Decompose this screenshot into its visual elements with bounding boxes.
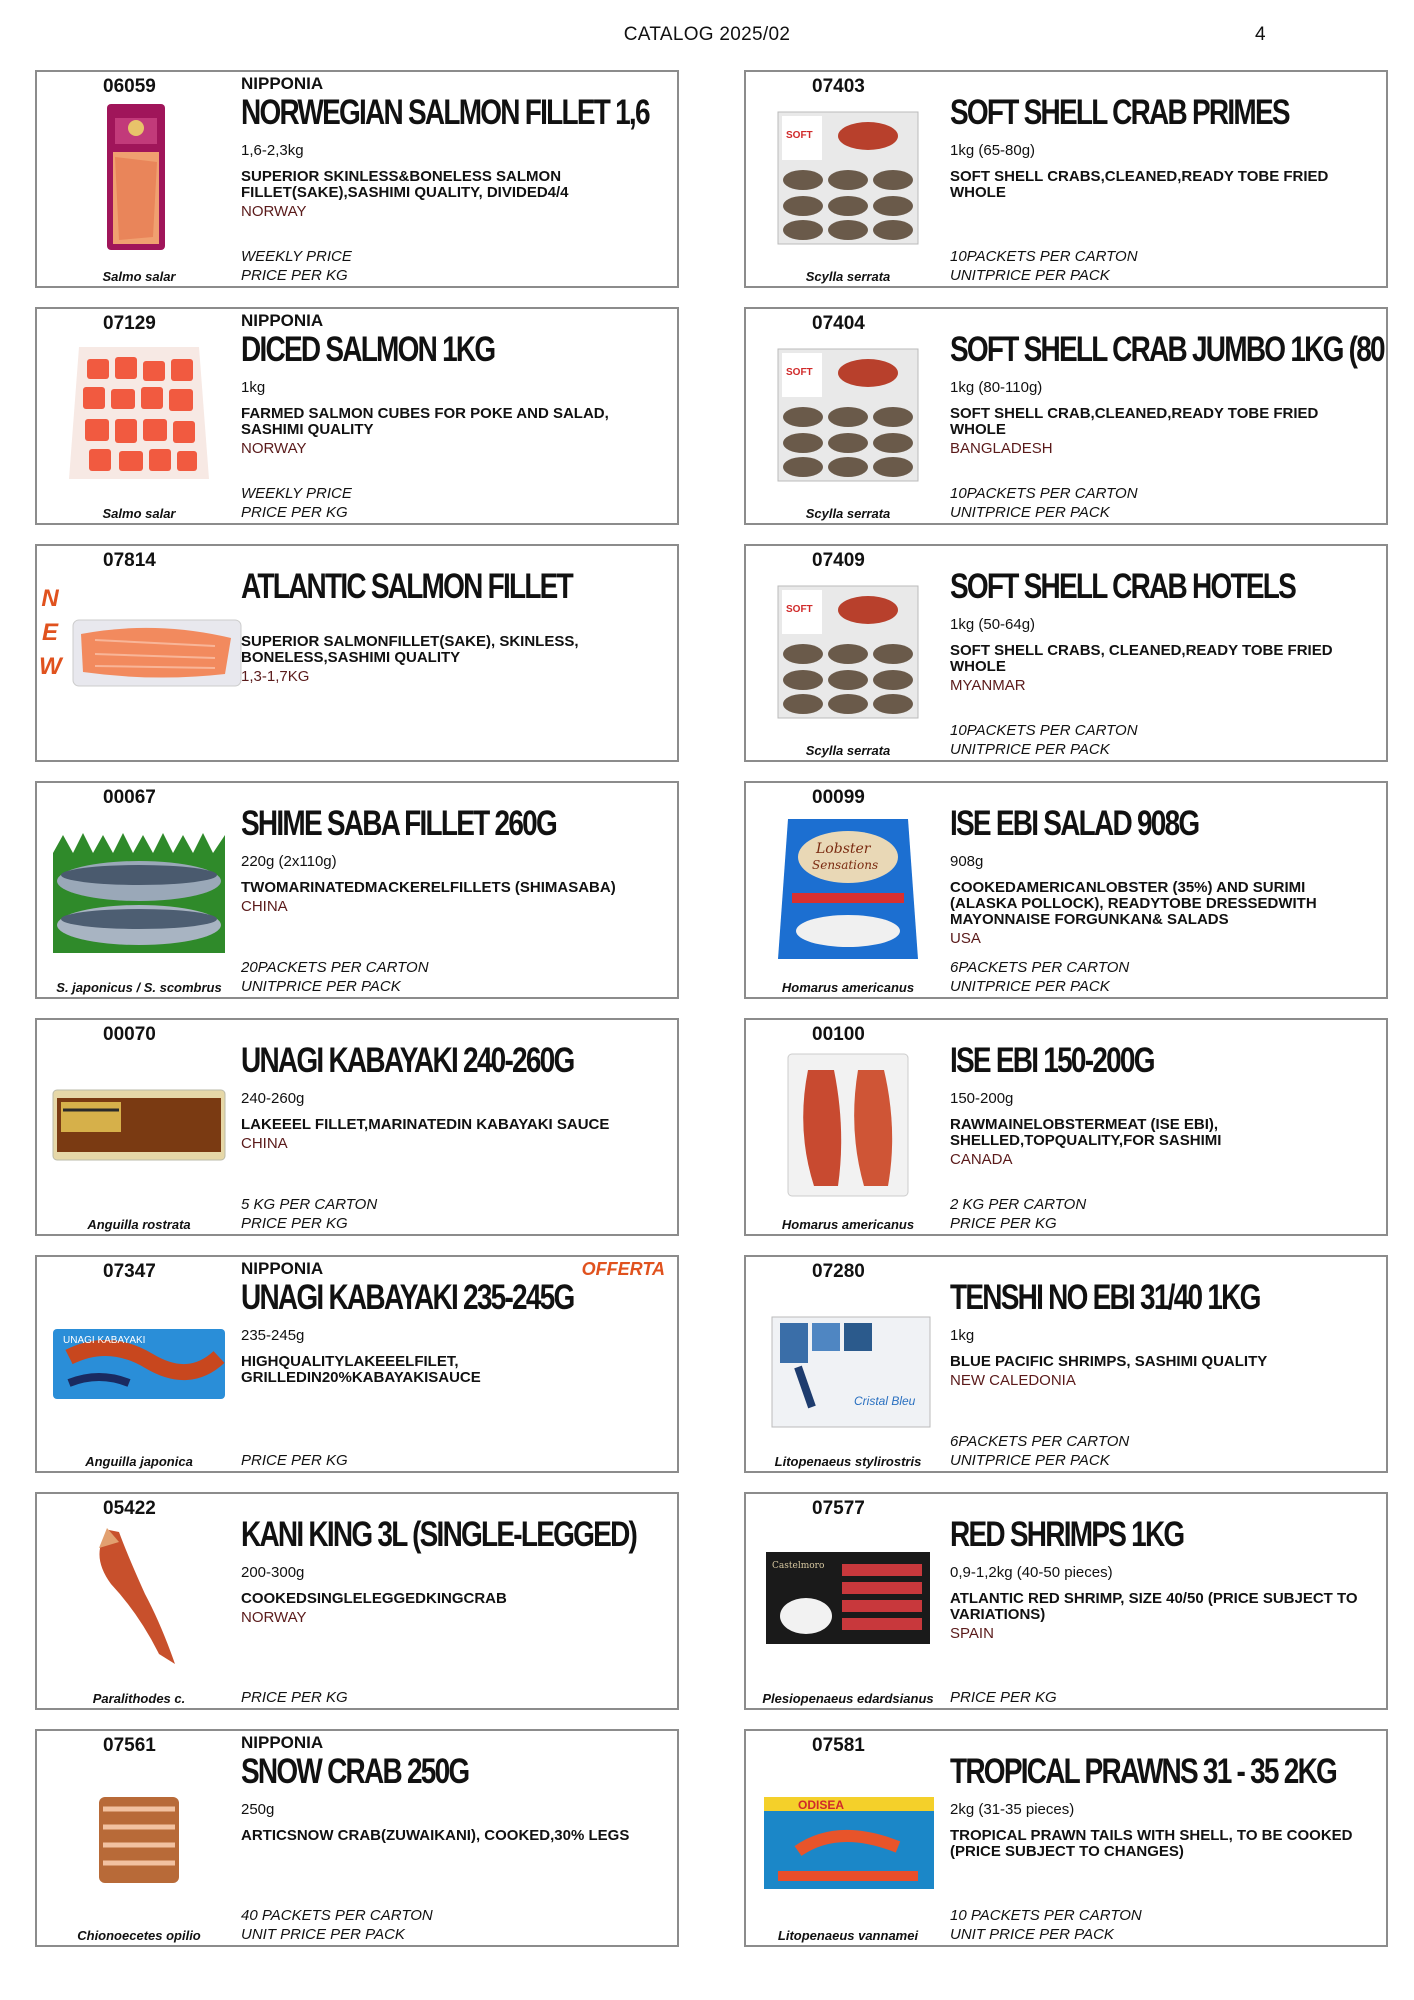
packing-info: WEEKLY PRICE (241, 248, 352, 265)
product-code: 00067 (103, 787, 156, 808)
brand-label: NIPPONIA (241, 1733, 324, 1752)
product-size: 220g (2x110g) (241, 853, 337, 870)
crab-box-icon (758, 576, 938, 726)
product-card[interactable] (35, 307, 679, 525)
product-code: 07404 (812, 313, 865, 334)
svg-text:ODISEA: ODISEA (798, 1798, 845, 1812)
product-origin: SPAIN (950, 1625, 994, 1642)
price-unit: PRICE PER KG (241, 1689, 348, 1706)
svg-text:SOFT: SOFT (786, 367, 813, 378)
svg-text:SOFT: SOFT (786, 604, 813, 615)
price-unit: UNITPRICE PER PACK (950, 504, 1110, 521)
svg-text:Sensations: Sensations (812, 858, 879, 872)
species-name: Anguilla japonica (85, 1454, 193, 1469)
species-name: Plesiopenaeus edardsianus (762, 1691, 934, 1706)
product-code: 07581 (812, 1735, 865, 1756)
price-unit: PRICE PER KG (241, 267, 348, 284)
product-code: 07814 (103, 550, 156, 571)
product-description: ARTICSNOW CRAB(ZUWAIKANI), COOKED,30% LEGS (241, 1827, 630, 1844)
product-description: BLUE PACIFIC SHRIMPS, SASHIMI QUALITY (950, 1353, 1268, 1370)
packing-info: 2 KG PER CARTON (950, 1196, 1087, 1213)
product-description: FARMED SALMON CUBES FOR POKE AND SALAD, SASHIMI QUALITY (241, 405, 609, 438)
crab-box-icon (758, 102, 938, 252)
product-origin: CANADA (950, 1151, 1013, 1168)
product-card[interactable] (35, 1729, 679, 1947)
price-unit: UNITPRICE PER PACK (950, 978, 1110, 995)
crab-box-icon (758, 339, 938, 489)
product-card[interactable] (744, 1255, 1388, 1473)
packing-info: 5 KG PER CARTON (241, 1196, 378, 1213)
product-description: COOKEDSINGLELEGGEDKINGCRAB (241, 1590, 507, 1607)
new-badge: N E W (39, 585, 62, 680)
product-description: TWOMARINATEDMACKERELFILLETS (SHIMASABA) (241, 879, 616, 896)
svg-text:Lobster: Lobster (816, 841, 871, 857)
product-name: SOFT SHELL CRAB PRIMES (950, 93, 1289, 132)
product-code: 00070 (103, 1024, 156, 1045)
product-description: TROPICAL PRAWN TAILS WITH SHELL, TO BE COOKED (PRICE SUBJECT TO CHANGES) (950, 1827, 1353, 1860)
lobster-tails-icon (758, 1050, 938, 1200)
product-size: 908g (950, 853, 984, 870)
packing-info: 10PACKETS PER CARTON (950, 722, 1138, 739)
product-description: SUPERIOR SALMONFILLET(SAKE), SKINLESS, BONELESS,SASHIMI QUALITY (241, 633, 579, 666)
product-origin: NORWAY (241, 440, 307, 457)
red-shrimp-box-icon (758, 1524, 938, 1674)
product-description: ATLANTIC RED SHRIMP, SIZE 40/50 (PRICE SUBJECT TO VARIATIONS) (950, 1590, 1358, 1623)
offer-badge: OFFERTA (581, 1259, 665, 1279)
packing-info: 6PACKETS PER CARTON (950, 1433, 1130, 1450)
product-card[interactable] (35, 781, 679, 999)
price-unit: PRICE PER KG (241, 504, 348, 521)
brand-label: NIPPONIA (241, 74, 324, 93)
species-name: Homarus americanus (781, 1217, 915, 1232)
species-name: Scylla serrata (805, 506, 891, 521)
price-unit: PRICE PER KG (241, 1452, 348, 1469)
product-card[interactable] (35, 544, 679, 762)
product-size: 1kg (50-64g) (950, 616, 1036, 633)
species-name: Paralithodes c. (92, 1691, 186, 1706)
product-origin: NORWAY (241, 1609, 307, 1626)
product-card[interactable] (744, 544, 1388, 762)
product-description: SOFT SHELL CRABS,CLEANED,READY TOBE FRIED WHOLE (950, 168, 1329, 201)
product-card[interactable] (744, 1729, 1388, 1947)
product-origin: USA (950, 930, 981, 947)
price-unit: PRICE PER KG (950, 1215, 1057, 1232)
product-description: SOFT SHELL CRABS, CLEANED,READY TOBE FRIED WHOLE (950, 642, 1333, 675)
product-size: 1kg (80-110g) (950, 379, 1043, 396)
product-code: 07280 (812, 1261, 865, 1282)
product-size: 240-260g (241, 1090, 305, 1107)
product-description: SOFT SHELL CRAB,CLEANED,READY TOBE FRIED WHOLE (950, 405, 1319, 438)
species-name: Homarus americanus (781, 980, 915, 995)
species-name: Chionoecetes opilio (77, 1928, 201, 1943)
product-origin: CHINA (241, 1135, 288, 1152)
price-unit: PRICE PER KG (950, 1689, 1057, 1706)
product-origin: NEW CALEDONIA (950, 1372, 1076, 1389)
product-name: SNOW CRAB 250G (241, 1752, 469, 1791)
product-code: 07577 (812, 1498, 865, 1519)
product-size: 2kg (31-35 pieces) (950, 1801, 1075, 1818)
product-name: SOFT SHELL CRAB JUMBO 1KG (80 (950, 330, 1384, 369)
product-name: ISE EBI SALAD 908G (950, 804, 1199, 843)
svg-text:Castelmoro: Castelmoro (772, 1561, 825, 1571)
product-size: 1,6-2,3kg (241, 142, 304, 159)
product-origin: 1,3-1,7KG (241, 668, 310, 685)
product-card[interactable] (744, 307, 1388, 525)
product-description: SUPERIOR SKINLESS&BONELESS SALMON FILLET(SAKE),SASHIMI QUALITY, DIVIDED4/4 (241, 168, 569, 201)
product-code: 07409 (812, 550, 865, 571)
price-unit: UNIT PRICE PER PACK (950, 1926, 1114, 1943)
product-size: 150-200g (950, 1090, 1014, 1107)
product-code: 00099 (812, 787, 865, 808)
price-unit: UNITPRICE PER PACK (950, 1452, 1110, 1469)
packing-info: 20PACKETS PER CARTON (241, 959, 429, 976)
product-card[interactable] (744, 1018, 1388, 1236)
species-name: Litopenaeus vannamei (777, 1928, 919, 1943)
product-name: UNAGI KABAYAKI 240-260G (241, 1041, 574, 1080)
product-card[interactable] (35, 1018, 679, 1236)
product-description: COOKEDAMERICANLOBSTER (35%) AND SURIMI (ALASKA POLLOCK), READYTOBE DRESSEDWITH MAYONNAISE FORGUNKAN& SALADS (950, 879, 1317, 928)
product-code: 06059 (103, 76, 156, 97)
catalog-title: CATALOG 2025/02 (623, 24, 791, 45)
packing-info: 6PACKETS PER CARTON (950, 959, 1130, 976)
svg-text:Cristal Bleu: Cristal Bleu (854, 1394, 916, 1408)
product-size: 250g (241, 1801, 275, 1818)
product-card[interactable] (35, 1255, 679, 1473)
product-description: RAWMAINELOBSTERMEAT (ISE EBI), SHELLED,TOPQUALITY,FOR SASHIMI (950, 1116, 1222, 1149)
product-size: 1kg (65-80g) (950, 142, 1036, 159)
page-header (0, 24, 1414, 48)
product-name: TENSHI NO EBI 31/40 1KG (950, 1278, 1260, 1317)
product-code: 05422 (103, 1498, 156, 1519)
price-unit: UNIT PRICE PER PACK (241, 1926, 405, 1943)
brand-label: NIPPONIA (241, 311, 324, 330)
mackerel-icon (49, 813, 229, 963)
product-name: RED SHRIMPS 1KG (950, 1515, 1184, 1554)
product-card[interactable] (35, 70, 679, 288)
product-origin: NORWAY (241, 203, 307, 220)
product-name: SHIME SABA FILLET 260G (241, 804, 556, 843)
product-name: SOFT SHELL CRAB HOTELS (950, 567, 1295, 606)
species-name: Litopenaeus stylirostris (774, 1454, 922, 1469)
eel-pack-icon (49, 1050, 229, 1200)
page-number: 4 (1255, 24, 1266, 45)
crab-leg-icon (49, 1524, 229, 1674)
salmon-pack-icon (49, 102, 229, 252)
price-unit: UNITPRICE PER PACK (241, 978, 401, 995)
species-name: S. japonicus / S. scombrus (56, 980, 222, 995)
product-code: 07561 (103, 1735, 156, 1756)
product-card[interactable] (35, 1492, 679, 1710)
product-code: 07403 (812, 76, 865, 97)
product-code: 07129 (103, 313, 156, 334)
product-code: 07347 (103, 1261, 156, 1282)
packing-info: 10 PACKETS PER CARTON (950, 1907, 1142, 1924)
salmon-cubes-icon (49, 339, 229, 489)
eel-blue-icon (49, 1287, 229, 1437)
prawn-box-icon (758, 1761, 938, 1911)
lobster-bag-icon (758, 813, 938, 963)
species-name: Scylla serrata (805, 269, 891, 284)
species-name: Salmo salar (102, 269, 176, 284)
snow-crab-icon (49, 1761, 229, 1911)
product-size: 235-245g (241, 1327, 305, 1344)
product-name: ISE EBI 150-200G (950, 1041, 1154, 1080)
product-description: HIGHQUALITYLAKEEELFILET, GRILLEDIN20%KABAYAKISAUCE (241, 1353, 481, 1386)
product-size: 1kg (950, 1327, 975, 1344)
product-description: LAKEEEL FILLET,MARINATEDIN KABAYAKI SAUCE (241, 1116, 610, 1133)
species-name: Salmo salar (102, 506, 176, 521)
product-card[interactable] (744, 781, 1388, 999)
product-size: 1kg (241, 379, 266, 396)
salmon-fillet-icon (65, 576, 245, 726)
packing-info: 10PACKETS PER CARTON (950, 485, 1138, 502)
price-unit: UNITPRICE PER PACK (950, 741, 1110, 758)
species-name: Scylla serrata (805, 743, 891, 758)
product-size: 200-300g (241, 1564, 305, 1581)
product-name: KANI KING 3L (SINGLE-LEGGED) (241, 1515, 637, 1554)
product-size: 0,9-1,2kg (40-50 pieces) (950, 1564, 1113, 1581)
product-origin: CHINA (241, 898, 288, 915)
product-code: 00100 (812, 1024, 865, 1045)
svg-text:SOFT: SOFT (786, 130, 813, 141)
product-origin: MYANMAR (950, 677, 1026, 694)
brand-label: NIPPONIA (241, 1259, 324, 1278)
packing-info: WEEKLY PRICE (241, 485, 352, 502)
product-name: NORWEGIAN SALMON FILLET 1,6 (241, 93, 649, 132)
species-name: Anguilla rostrata (87, 1217, 191, 1232)
product-card[interactable] (744, 1492, 1388, 1710)
product-card[interactable] (744, 70, 1388, 288)
packing-info: 40 PACKETS PER CARTON (241, 1907, 433, 1924)
shrimp-box-icon (758, 1287, 938, 1437)
price-unit: UNITPRICE PER PACK (950, 267, 1110, 284)
svg-text:UNAGI KABAYAKI: UNAGI KABAYAKI (63, 1335, 146, 1346)
product-name: DICED SALMON 1KG (241, 330, 495, 369)
packing-info: 10PACKETS PER CARTON (950, 248, 1138, 265)
product-name: ATLANTIC SALMON FILLET (241, 567, 572, 606)
price-unit: PRICE PER KG (241, 1215, 348, 1232)
product-origin: BANGLADESH (950, 440, 1053, 457)
product-name: UNAGI KABAYAKI 235-245G (241, 1278, 574, 1317)
product-name: TROPICAL PRAWNS 31 - 35 2KG (950, 1752, 1337, 1791)
